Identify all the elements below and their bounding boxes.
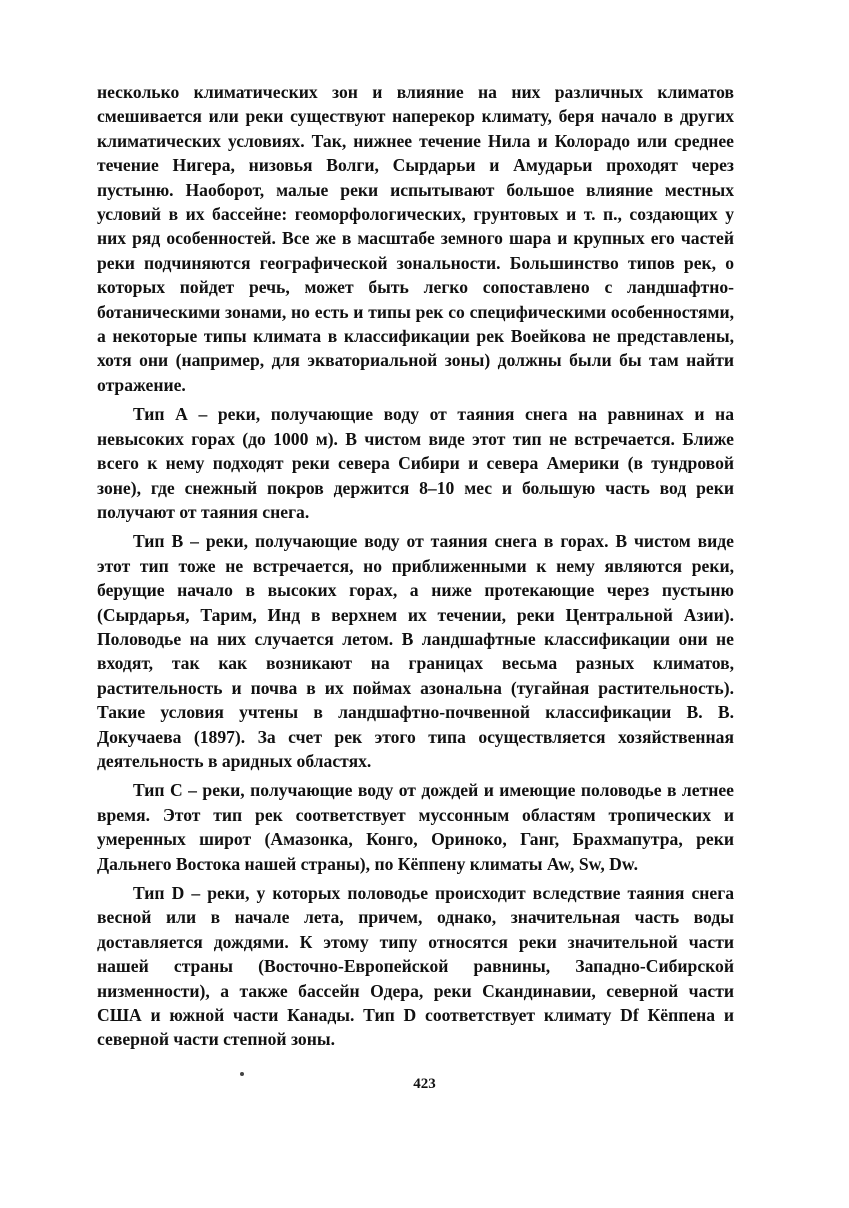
paragraph-continuation: несколько климатических зон и влияние на них различных климатов смешивается или реки существуют наперекор климату, беря начало в других климатических условиях. Так, нижнее течение Нила и Колорадо или среднее течение Нигера, низовья Волги, Сырдарьи и Амударьи проходят через пустыню. Наоборот, малые реки испытывают большое влияние местных условий в их бассейне: геоморфологических, грунтовых и т. п., создающих у них ряд особенностей. Все же в масштабе земного шара и крупных его частей реки подчиняются географической зональности. Большинство типов рек, о которых пойдет речь, может быть легко сопоставлено с ландшафтно-ботаническими зонами, но есть и типы рек со специфическими особенностями, а некоторые типы климата в классификации рек Воейкова не представлены, хотя они (например, для экваториальной зоны) должны были бы там найти отражение. xyxy=(97,82,734,395)
paragraph-type-b: Тип В – реки, получающие воду от таяния снега в горах. В чистом виде этот тип тоже не встречается, но приближенными к нему являются реки, берущие начало в высоких горах, а ниже протекающие через пустыню (Сырдарья, Тарим, Инд в верхнем их течении, реки Центральной Азии). Половодье на них случается летом. В ландшафтные классификации они не входят, так как возникают на границах весьма разных климатов, растительность и почва в их поймах азональна (тугайная растительность). Такие условия учтены в ландшафтно-почвенной классификации В. В. Докучаева (1897). За счет рек этого типа осуществляется хозяйственная деятельность в аридных областях. xyxy=(97,531,734,771)
body-text xyxy=(97,80,734,1057)
paragraph-type-c: Тип С – реки, получающие воду от дождей и имеющие половодье в летнее время. Этот тип рек соответствует муссонным областям тропических и умеренных широт (Амазонка, Конго, Ориноко, Ганг, Брахмапутра, реки Дальнего Востока нашей страны), по Кёппену климаты Aw, Sw, Dw. xyxy=(97,780,734,874)
page-number: 423 xyxy=(413,1076,436,1092)
paragraph-type-d: Тип D – реки, у которых половодье происходит вследствие таяния снега весной или в начале лета, причем, однако, значительная часть воды доставляется дождями. К этому типу относятся реки значительной части нашей страны (Восточно-Европейской равнины, Западно-Сибирской низменности), а также бассейн Одера, реки Скандинавии, северной части США и южной части Канады. Тип D соответствует климату Df Кёппена и северной части степной зоны. xyxy=(97,883,734,1050)
paragraph-type-a: Тип А – реки, получающие воду от таяния снега на равнинах и на невысоких горах (до 1000 м). В чистом виде этот тип не встречается. Ближе всего к нему подходят реки севера Сибири и севера Америки (в тундровой зоне), где снежный покров держится 8–10 мес и большую часть вод реки получают от таяния снега. xyxy=(97,404,734,522)
